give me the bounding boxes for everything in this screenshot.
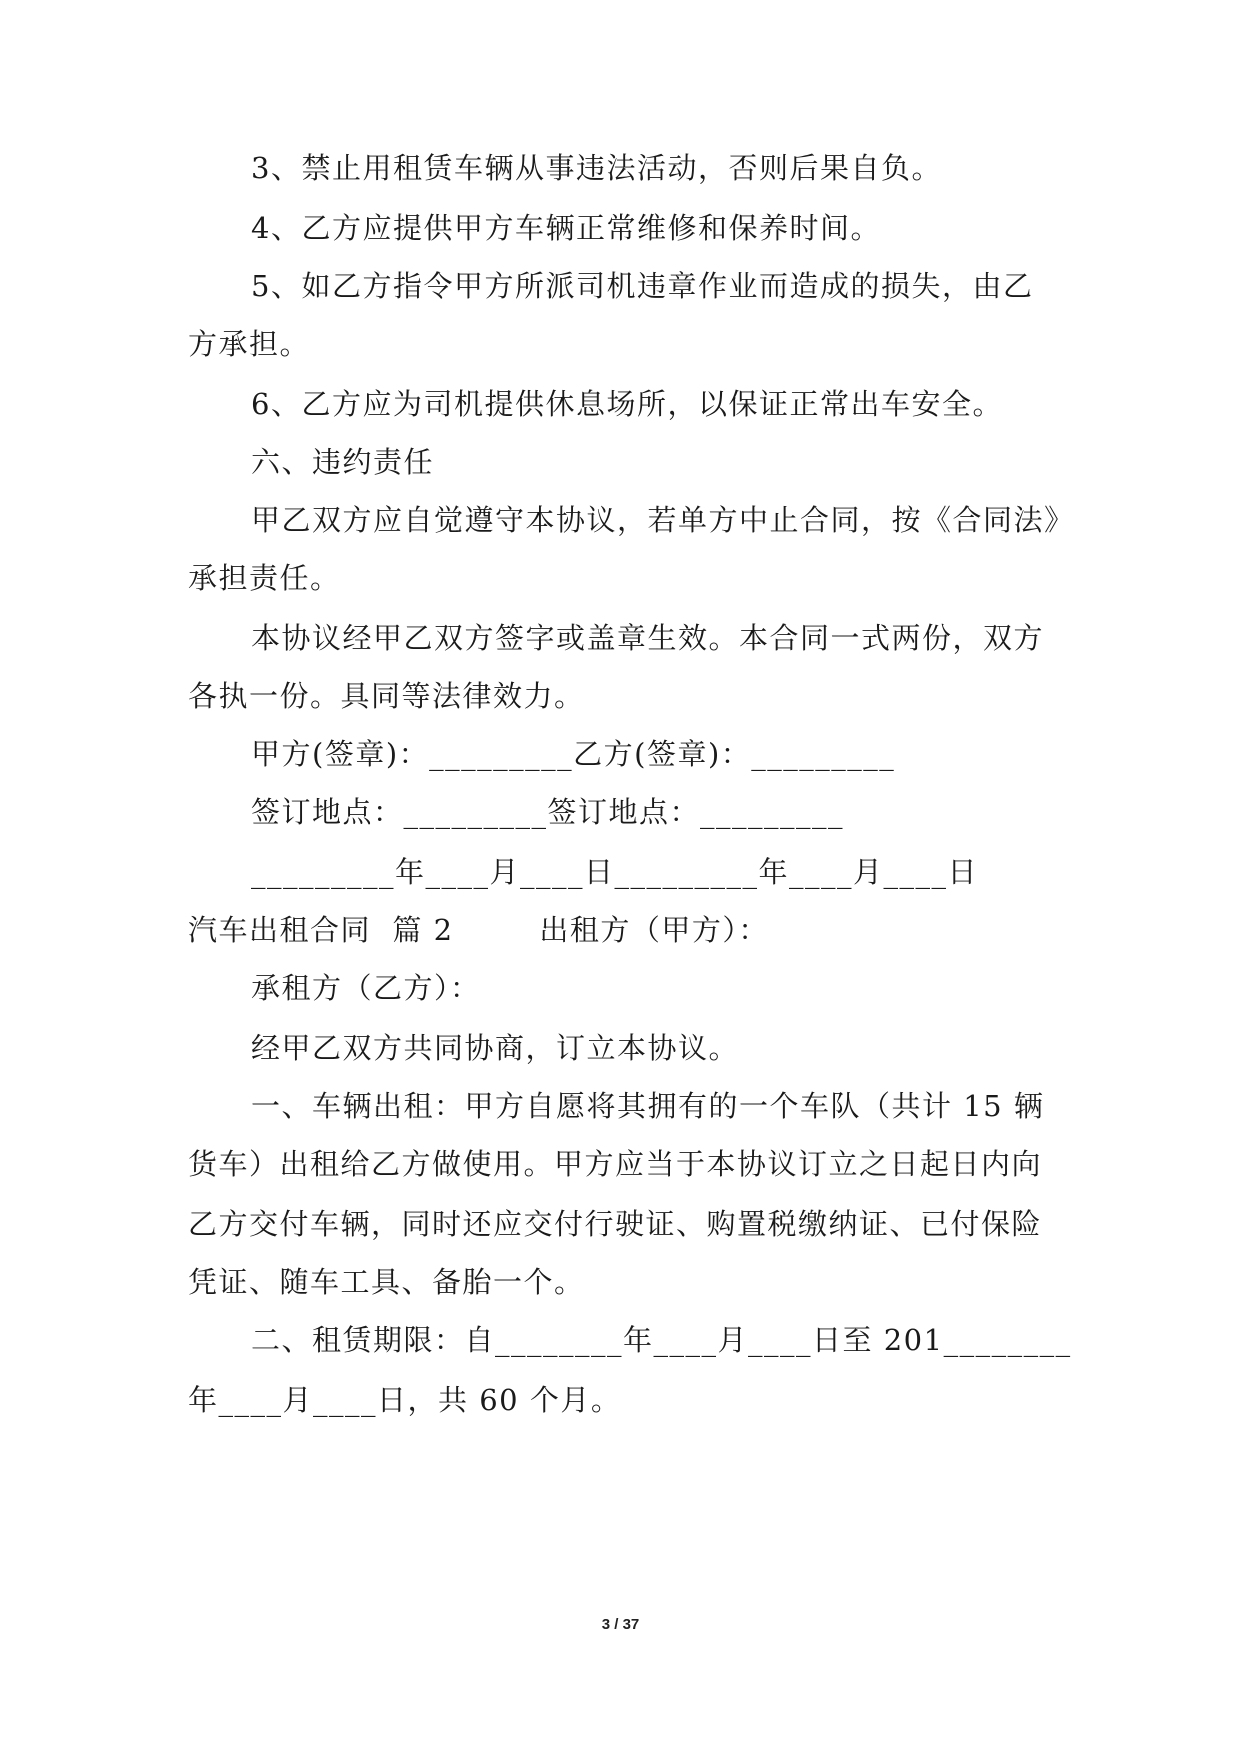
paragraph-line: 承租方（乙方）： [251, 971, 481, 1005]
paragraph-line: 5、如乙方指令甲方所派司机违章作业而造成的损失，由乙 [251, 269, 1034, 303]
paragraph-line: 乙方交付车辆，同时还应交付行驶证、购置税缴纳证、已付保险 [188, 1207, 1043, 1241]
paragraph-line: 各执一份。具同等法律效力。 [188, 679, 585, 713]
paragraph-line: 承担责任。 [188, 561, 341, 595]
page-number: 3 / 37 [601, 1616, 640, 1633]
paragraph-line: 年____月____日，共 60 个月。 [188, 1383, 622, 1417]
paragraph-line: 6、乙方应为司机提供休息场所，以保证正常出车安全。 [251, 387, 1003, 421]
paragraph-line: 方承担。 [188, 327, 311, 361]
paragraph-line: 二、租赁期限：自________年____月____日至 201________ [251, 1323, 1072, 1357]
section-heading: 六、违约责任 [251, 445, 435, 479]
paragraph-line: 甲乙双方应自觉遵守本协议，若单方中止合同，按《合同法》 [251, 503, 1075, 537]
paragraph-line: 经甲乙双方共同协商，订立本协议。 [251, 1031, 740, 1065]
paragraph-line: 4、乙方应提供甲方车辆正常维修和保养时间。 [251, 211, 881, 245]
signing-date-line: _________年____月____日_________年____月____日 [251, 855, 979, 889]
paragraph-line: 凭证、随车工具、备胎一个。 [188, 1265, 585, 1299]
paragraph-line: 一、车辆出租：甲方自愿将其拥有的一个车队（共计 15 辆 [251, 1089, 1045, 1123]
paragraph-line: 本协议经甲乙双方签字或盖章生效。本合同一式两份，双方 [251, 621, 1045, 655]
paragraph-line: 3、禁止用租赁车辆从事违法活动，否则后果自负。 [251, 151, 942, 185]
signature-line: 甲方(签章)：_________乙方(签章)：_________ [251, 737, 896, 771]
paragraph-line: 货车）出租给乙方做使用。甲方应当于本协议订立之日起日内向 [188, 1147, 1043, 1181]
signing-location-line: 签订地点：_________签订地点：_________ [251, 795, 845, 829]
contract-title-line: 汽车出租合同 篇 2 出租方（甲方）： [188, 913, 769, 947]
